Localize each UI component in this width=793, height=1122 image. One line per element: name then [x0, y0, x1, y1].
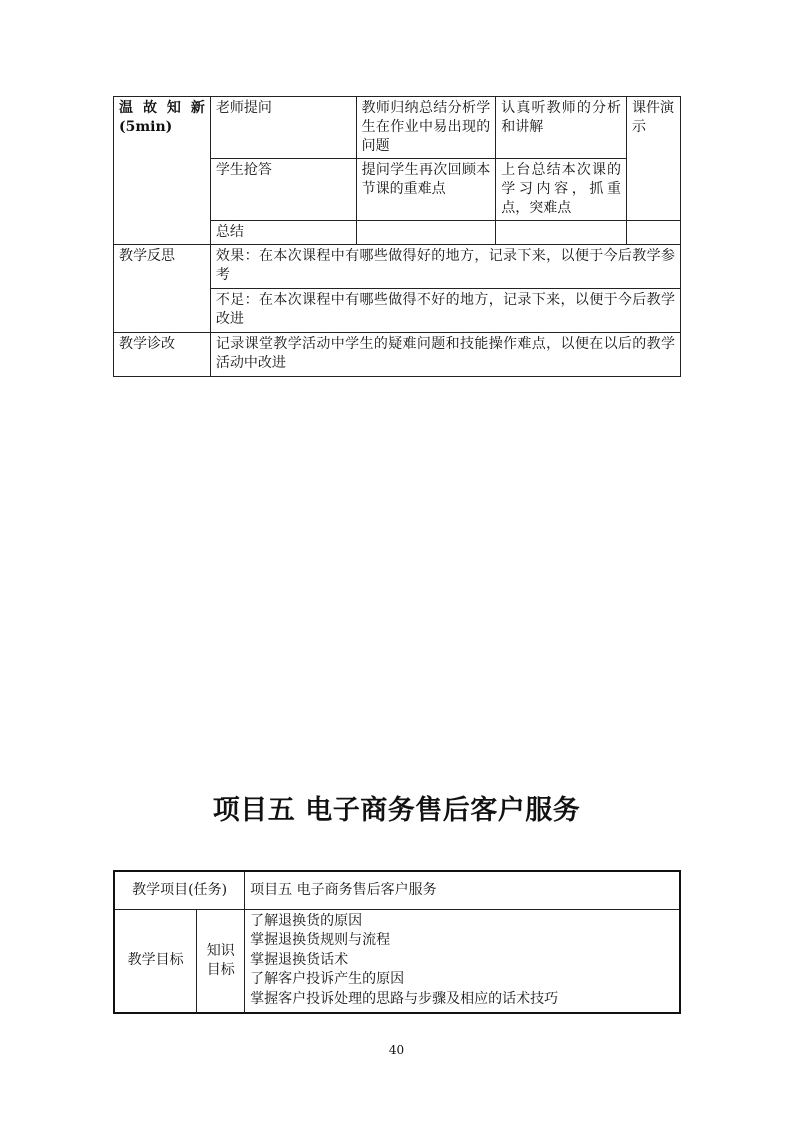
teaching-means-cell: 课件演示	[627, 97, 681, 221]
project-title: 项目五 电子商务售后客户服务	[212, 795, 581, 826]
activity-teacher-question: 老师提问	[210, 97, 356, 159]
reflection-label: 教学反思	[114, 245, 211, 333]
knowledge-item: 掌握客户投诉处理的思路与步骤及相应的话术技巧	[250, 990, 559, 1007]
project-label: 教学项目(任务)	[114, 871, 245, 909]
project-table	[113, 870, 681, 1014]
project-value: 项目五 电子商务售后客户服务	[245, 871, 680, 909]
activity-summary: 总结	[210, 221, 356, 245]
knowledge-item: 掌握退换货话术	[250, 951, 349, 968]
page-number: 40	[388, 1043, 405, 1057]
student-activity-1: 认真听教师的分析和讲解	[496, 97, 627, 159]
teacher-activity-2: 提问学生再次回顾本节课的重难点	[356, 159, 496, 221]
empty-cell	[627, 221, 681, 245]
activity-student-answer: 学生抢答	[210, 159, 356, 221]
lesson-review-table	[113, 96, 681, 377]
knowledge-items	[245, 909, 680, 1013]
diagnosis-text: 记录课堂教学活动中学生的疑难问题和技能操作难点，以便在以后的教学活动中改进	[210, 333, 680, 377]
stage-cell	[114, 97, 211, 245]
knowledge-item: 了解退换货的原因	[250, 912, 363, 929]
teacher-activity-1: 教师归纳总结分析学生在作业中易出现的问题	[356, 97, 496, 159]
stage-name: 温故知新	[119, 100, 205, 116]
reflection-shortfall: 不足：在本次课程中有哪些做得不好的地方，记录下来，以便于今后教学改进	[210, 289, 680, 333]
empty-cell	[496, 221, 627, 245]
diagnosis-label: 教学诊改	[114, 333, 211, 377]
stage-duration: (5min)	[119, 119, 173, 135]
student-activity-2: 上台总结本次课的学习内容，抓重点，突难点	[496, 159, 627, 221]
knowledge-label: 知识目标	[197, 909, 245, 1013]
empty-cell	[356, 221, 496, 245]
goal-label: 教学目标	[114, 909, 197, 1013]
knowledge-item: 掌握退换货规则与流程	[250, 932, 391, 948]
knowledge-item: 了解客户投诉产生的原因	[250, 971, 405, 987]
reflection-effect: 效果：在本次课程中有哪些做得好的地方，记录下来，以便于今后教学参考	[210, 245, 680, 289]
